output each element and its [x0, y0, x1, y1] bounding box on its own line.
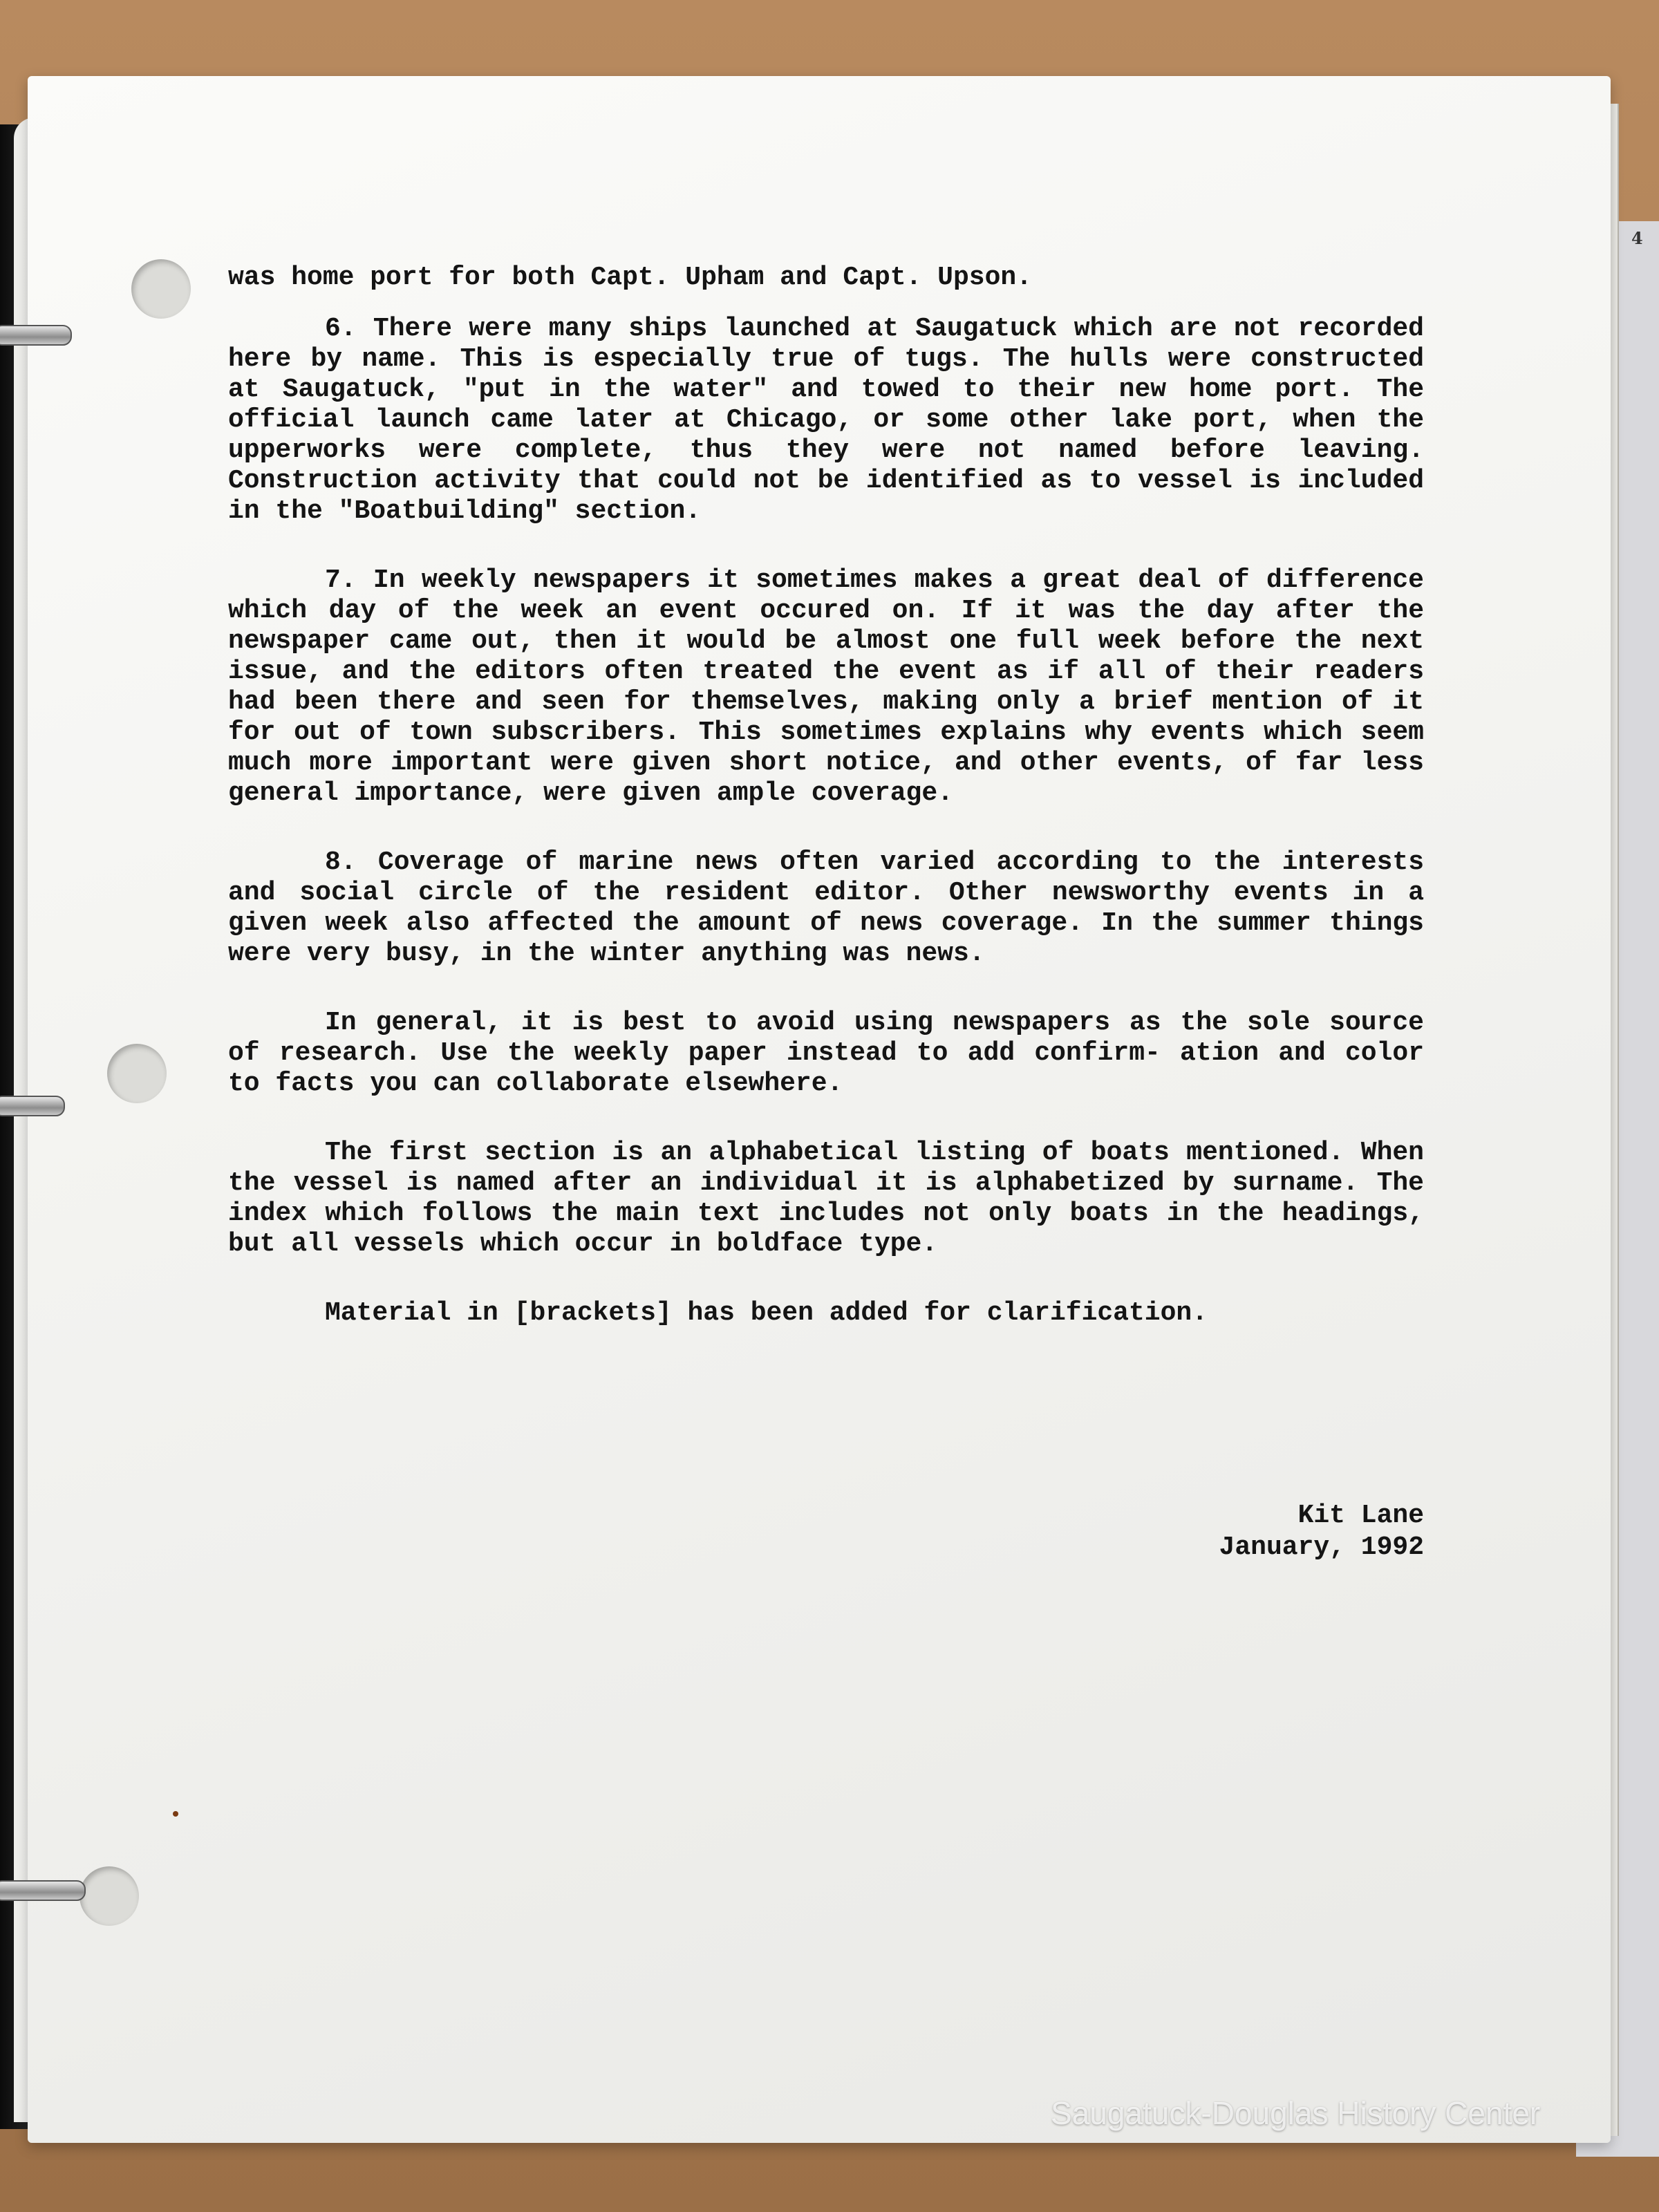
stack-tab-label: 4 — [1631, 228, 1643, 248]
punch-hole-middle — [107, 1044, 167, 1103]
paragraph-first-section: The first section is an alphabetical listing of boats mentioned. When the vessel is named after an individual it is alphabetized by surname. The index which follows the main text includes not only boats in the headings, but all vessels which occur in boldface type. — [228, 1138, 1424, 1259]
paragraph-item-8: 8. Coverage of marine news often varied according to the interests and social circle of the resident editor. Other newsworthy events in a given week also affected the amount of news coverage. In the summer things were very busy, in the winter anything was news. — [228, 847, 1424, 968]
document-body — [228, 263, 1424, 1367]
binder-ring-top — [0, 325, 72, 346]
binder-ring-bottom — [0, 1880, 86, 1901]
punch-hole-bottom — [79, 1866, 139, 1926]
paragraph-item-6: 6. There were many ships launched at Saugatuck which are not recorded here by name. This is especially true of tugs. The hulls were constructed at Saugatuck, "put in the water" and towed to their new home port. The official launch came later at Chicago, or some other lake port, when the upperworks were complete, thus they were not named before leaving. Construction activity that could not be identified as to vessel is included in the "Boatbuilding" section. — [228, 314, 1424, 526]
paragraph-continuation: was home port for both Capt. Upham and Capt. Upson. — [228, 263, 1032, 292]
signature-block — [1175, 1500, 1424, 1564]
paragraph-brackets-note: Material in [brackets] has been added for clarification. — [325, 1298, 1208, 1328]
author-name: Kit Lane — [1297, 1501, 1424, 1530]
page-speck — [173, 1811, 178, 1817]
punch-hole-top — [131, 259, 191, 319]
signature-date: January, 1992 — [1219, 1533, 1424, 1562]
paragraph-general: In general, it is best to avoid using newspapers as the sole source of research. Use the weekly paper instead to add confirm- ation and color to facts you can collaborate elsewhere. — [228, 1008, 1424, 1098]
watermark-text: Saugatuck-Douglas History Center — [1051, 2095, 1541, 2131]
binder-ring-middle — [0, 1096, 65, 1116]
paragraph-item-7: 7. In weekly newspapers it sometimes makes a great deal of difference which day of the week an event occured on. If it was the day after the newspaper came out, then it would be almost one full week before the next issue, and the editors often treated the event as if all of their readers had been there and seen for themselves, making only a brief mention of it for out of town subscribers. This sometimes explains why events which seem much more important were given short notice, and other events, of far less general importance, were given ample coverage. — [228, 565, 1424, 808]
